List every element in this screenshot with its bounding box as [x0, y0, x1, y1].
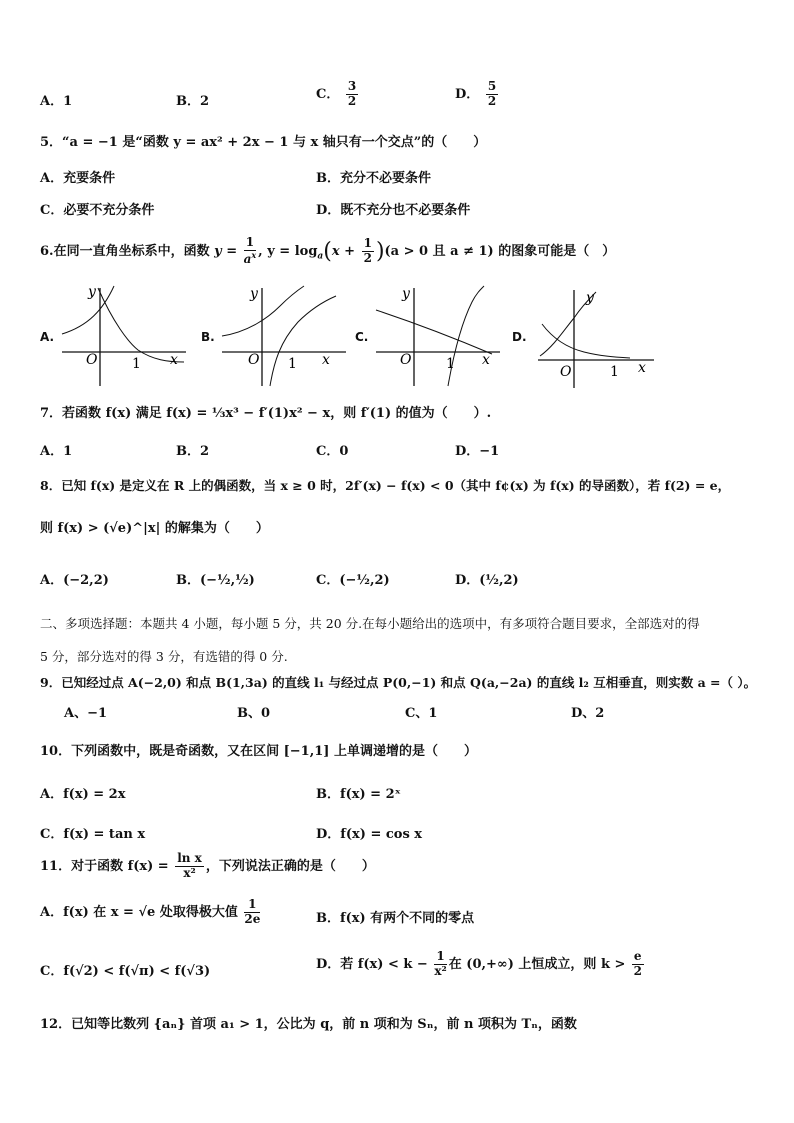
q10-option-a: A．f(x) = 2x [40, 787, 126, 802]
q6-b-y-label: y [250, 286, 258, 302]
q11-option-d-pre: D．若 f(x) < k − [316, 956, 428, 972]
q8-line2: 则 f(x) > (√e)^|x| 的解集为（ ） [40, 521, 269, 536]
q11-frac-num: ln x [177, 851, 202, 865]
q9-option-b: B、0 [237, 706, 271, 721]
q6-d-origin: O [560, 364, 572, 380]
q8-option-a: A．(−2,2) [40, 573, 109, 588]
q6-graph-a [58, 282, 188, 392]
q4-option-c-label: C． [316, 86, 340, 102]
q6-c-x-label: x [482, 352, 490, 368]
q11-stem-pre: 11．对于函数 f(x) = [40, 858, 169, 874]
q11-stem [40, 852, 375, 881]
q6-d-x-label: x [638, 360, 646, 376]
q6-graph-c [372, 282, 502, 392]
q4-c-num: 3 [347, 79, 357, 93]
q11-d-num2: e [633, 949, 642, 963]
q11-a-den: 2e [244, 911, 261, 926]
q4-d-num: 5 [487, 79, 497, 93]
q9-option-a: A、−1 [64, 706, 108, 721]
q6-a-origin: O [86, 352, 98, 368]
q5-stem: 5．“a = −1 是“函数 y = ax² + 2x − 1 与 x 轴只有一个交点”的（ ） [40, 135, 487, 150]
q9-option-c: C、1 [405, 706, 438, 721]
q4-c-den: 2 [347, 93, 357, 108]
q12-stem: 12．已知等比数列 {aₙ} 首项 a₁ > 1，公比为 q，前 n 项和为 Sₙ，前 n 项积为 Tₙ，函数 [40, 1017, 577, 1032]
q11-option-d [316, 950, 646, 979]
q5-option-a: A．充要条件 [40, 171, 116, 186]
q6-condition: (a > 0 且 a ≠ 1) 的图象可能是（ ） [384, 243, 616, 259]
q6-stem: 6.在同一直角坐标系中，函数 y = $\frac{1}{a^x}$ , $y = \log_a(x$ + $\frac{1}{2}$ )(a > 0 且 a ≠ 1) 的图象可能是（ ） [40, 235, 616, 266]
q10-option-b: B．f(x) = 2ˣ [316, 787, 401, 802]
q6-graph-d [534, 284, 664, 394]
q6-b-origin: O [248, 352, 260, 368]
q6-option-b-label: B. [201, 330, 215, 344]
q11-d-den2: 2 [633, 963, 642, 978]
q7-option-b: B．2 [176, 444, 210, 459]
q9-stem: 9．已知经过点 A(−2,0) 和点 B(1,3a) 的直线 l₁ 与经过点 P(0,−1) 和点 Q(a,−2a) 的直线 l₂ 互相垂直，则实数 a =（ ）。 [40, 675, 757, 690]
q4-option-d [455, 80, 500, 109]
q6-b-one: 1 [288, 356, 297, 372]
q6-y-eq: y = [214, 243, 242, 259]
q10-stem: 10．下列函数中，既是奇函数，又在区间 [−1,1] 上单调递增的是（ ） [40, 744, 477, 759]
q6-option-a-label: A. [40, 330, 55, 344]
q4-option-d-label: D． [455, 86, 480, 102]
q6-option-d-label: D. [512, 330, 527, 344]
q6-c-origin: O [400, 352, 412, 368]
q6-stem-pre: 6.在同一直角坐标系中，函数 [40, 243, 210, 259]
q6-c-y-label: y [402, 286, 410, 302]
q11-a-num: 1 [244, 898, 260, 913]
q7-stem: 7．若函数 f(x) 满足 f(x) = ⅓x³ − f′(1)x² − x，则 f′(1) 的值为（ ）. [40, 406, 492, 421]
q11-stem-post: ，下列说法正确的是（ ） [205, 858, 375, 874]
q11-option-d-mid: 在 (0,+∞) 上恒成立，则 k > [448, 956, 626, 972]
q10-option-c: C．f(x) = tan x [40, 827, 146, 842]
q6-a-one: 1 [132, 356, 141, 372]
q8-option-c: C．(−½,2) [316, 573, 390, 588]
q8-option-d: D．(½,2) [455, 573, 519, 588]
q6-a-y-label: y [88, 284, 96, 300]
q11-option-c: C．f(√2) < f(√π) < f(√3) [40, 964, 211, 979]
q6-option-c-label: C. [355, 330, 369, 344]
q7-option-a: A．1 [40, 444, 73, 459]
q11-d-den: x² [434, 963, 447, 978]
section2-line1: 二、多项选择题：本题共 4 小题，每小题 5 分，共 20 分.在每小题给出的选项中，有多项符合题目要求，全部选对的得 [40, 616, 700, 631]
q5-option-c: C．必要不充分条件 [40, 203, 155, 218]
q11-option-b: B．f(x) 有两个不同的零点 [316, 911, 475, 926]
q6-a-x-label: x [170, 352, 178, 368]
q11-option-a [40, 898, 262, 927]
q8-option-b: B．(−½,½) [176, 573, 255, 588]
section2-line2: 5 分，部分选对的得 3 分，有选错的得 0 分. [40, 649, 288, 664]
q4-d-den: 2 [487, 93, 497, 108]
q7-option-c: C．0 [316, 444, 349, 459]
q11-d-num: 1 [434, 950, 446, 965]
q11-option-a-text: A．f(x) 在 x = √e 处取得极大值 [40, 904, 238, 920]
q5-option-b: B．充分不必要条件 [316, 171, 431, 186]
q4-option-a: A．1 [40, 94, 73, 109]
q6-b-x-label: x [322, 352, 330, 368]
q10-option-d: D．f(x) = cos x [316, 827, 423, 842]
q8-line1: 8．已知 f(x) 是定义在 R 上的偶函数，当 x ≥ 0 时，2f′(x) − f(x) < 0（其中 f¢(x) 为 f(x) 的导函数），若 f(2) = e， [40, 478, 731, 493]
q6-c-one: 1 [446, 356, 455, 372]
q6-log: , y = log [258, 243, 318, 259]
q9-option-d: D、2 [571, 706, 605, 721]
q6-graph-b [218, 282, 348, 392]
q6-d-y-label: y [586, 290, 594, 306]
q5-option-d: D．既不充分也不必要条件 [316, 203, 471, 218]
q7-option-d: D．−1 [455, 444, 500, 459]
q4-option-c [316, 80, 360, 109]
q11-frac-den: x² [183, 865, 196, 880]
q6-d-one: 1 [610, 364, 619, 380]
q4-option-b: B．2 [176, 94, 210, 109]
